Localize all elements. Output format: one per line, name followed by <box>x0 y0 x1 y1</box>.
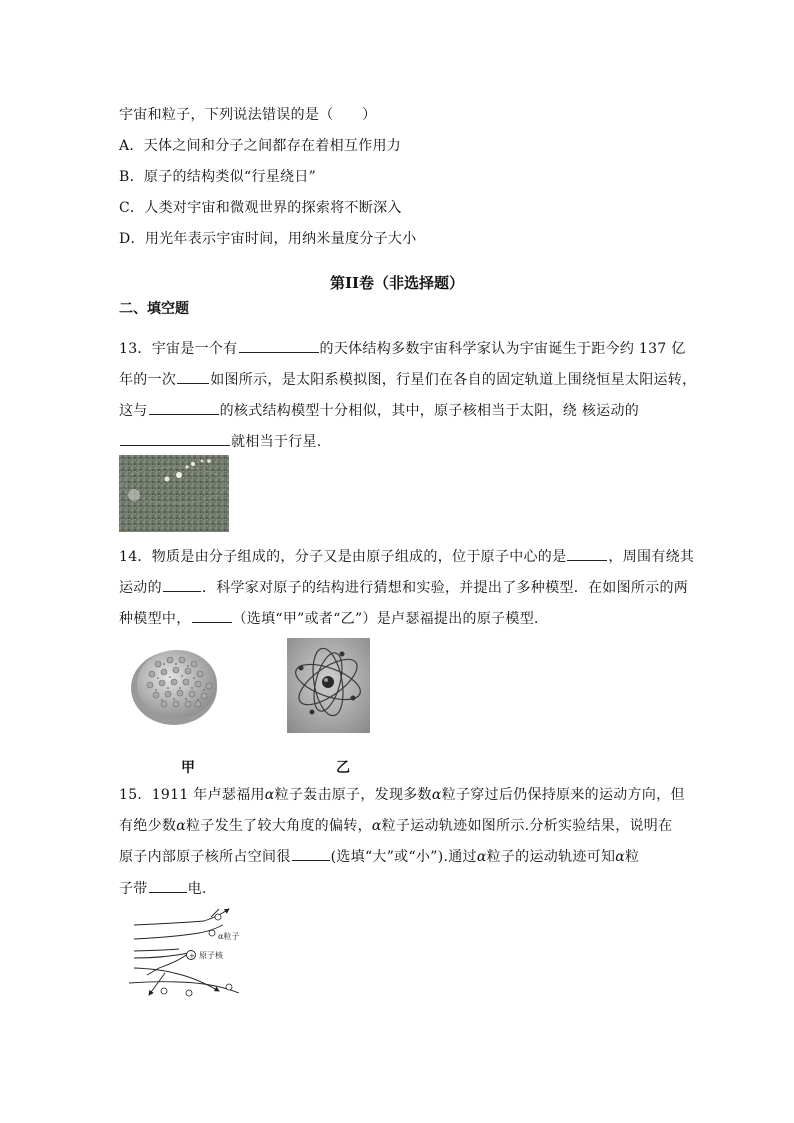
q12-option-c: C．人类对宇宙和微观世界的探索将不断深入 <box>119 200 402 216</box>
q15-line-4 <box>119 878 207 898</box>
q14-blank-2[interactable] <box>163 577 201 592</box>
q15-line-1 <box>119 784 685 804</box>
q15-text-1b: 粒子轰击原子，发现多数 <box>274 787 432 803</box>
q14-text-3a: 种模型中， <box>119 611 191 627</box>
q13-text-2b: 如图所示，是太阳系模拟图，行星们在各自的固定轨道上围绕恒星太阳运转， <box>210 372 697 388</box>
q15-text-3b: (选填“大”或“小”).通过 <box>330 849 477 865</box>
q15-text-1c: 粒子穿过后仍保持原来的运动方向，但 <box>441 787 685 803</box>
alpha-scattering-diagram <box>119 903 259 1003</box>
alpha-symbol: α <box>371 818 382 834</box>
alpha-symbol: α <box>264 787 275 803</box>
q14-text-1b: ，周围有绕其 <box>608 549 695 565</box>
alpha-symbol: α <box>615 849 626 865</box>
q14-text-2b: ．科学家对原子的结构进行猜想和实验，并提出了多种模型．在如图所示的两 <box>201 580 689 596</box>
q13-line-4 <box>119 431 322 451</box>
svg-text:+: + <box>189 952 195 960</box>
solar-system-image <box>119 455 229 532</box>
q13-text-3b: 的核式结构模型十分相似，其中，原子核相当于太阳，绕 核运动的 <box>219 403 640 419</box>
q14-text-3b: （选填“甲”或者“乙”）是卢瑟福提出的原子模型． <box>232 611 549 627</box>
q14-line-2 <box>119 577 688 597</box>
q14-text-2a: 运动的 <box>119 580 162 596</box>
q14-text-1a: 14．物质是由分子组成的，分子又是由原子组成的，位于原子中心的是 <box>119 549 567 565</box>
q12-option-d: D．用光年表示宇宙时间，用纳米量度分子大小 <box>119 231 417 247</box>
q12-option-a: A．天体之间和分子之间都存在着相互作用力 <box>119 138 402 154</box>
q15-text-1a: 15．1911 年卢瑟福用 <box>119 787 265 803</box>
q15-text-3d: 粒 <box>625 849 640 865</box>
q12-stem: 宇宙和粒子，下列说法错误的是（ ） <box>119 107 377 123</box>
alpha-symbol: α <box>176 818 186 834</box>
q14-blank-1[interactable] <box>567 546 607 561</box>
q14-line-3 <box>119 608 548 628</box>
q12-option-b: B．原子的结构类似“行星绕日” <box>119 169 317 185</box>
alpha-symbol: α <box>476 849 487 865</box>
q15-text-3a: 原子内部原子核所占空间很 <box>119 849 291 865</box>
q13-line-1 <box>119 338 686 358</box>
q13-text-3a: 这与 <box>119 403 148 419</box>
q13-text-1b: 的天体结构多数宇宙科学家认为宇宙诞生于距今约 137 亿 <box>319 341 686 357</box>
q15-text-2c: 粒子运动轨迹如图所示.分析实验结果，说明在 <box>381 818 673 834</box>
q13-line-2 <box>119 369 696 389</box>
q15-blank-2[interactable] <box>149 878 187 893</box>
q15-line-2 <box>119 815 672 835</box>
q13-line-3 <box>119 400 639 420</box>
q13-blank-1[interactable] <box>239 338 319 353</box>
q15-line-3 <box>119 846 639 866</box>
q15-text-4b: 电. <box>187 881 207 897</box>
alpha-particle-label: α粒子 <box>218 932 240 941</box>
q15-text-2a: 有绝少数 <box>119 818 177 834</box>
q15-text-4a: 子带 <box>119 881 148 897</box>
section-heading: 二、填空题 <box>119 301 189 317</box>
plum-pudding-model-image <box>124 640 224 728</box>
q13-text-2a: 年的一次 <box>119 372 177 388</box>
nucleus-label: 原子核 <box>199 951 223 960</box>
q15-text-3c: 粒子的运动轨迹可知 <box>486 849 616 865</box>
q15-text-2b: 粒子发生了较大角度的偏转， <box>185 818 372 834</box>
q13-blank-3[interactable] <box>149 400 219 415</box>
q13-text-4b: 就相当于行星. <box>231 434 322 450</box>
rutherford-model-image <box>287 638 370 733</box>
q14-blank-3[interactable] <box>192 608 232 623</box>
q14-line-1 <box>119 546 694 566</box>
q13-blank-4[interactable] <box>120 431 230 446</box>
alpha-symbol: α <box>431 787 442 803</box>
model-label-jia: 甲 <box>181 760 195 776</box>
model-label-yi: 乙 <box>336 760 350 776</box>
q13-blank-2[interactable] <box>177 369 209 384</box>
q13-text-1a: 13．宇宙是一个有 <box>119 341 238 357</box>
q15-blank-1[interactable] <box>292 846 330 861</box>
section-title: 第II卷（非选择题） <box>329 274 465 292</box>
